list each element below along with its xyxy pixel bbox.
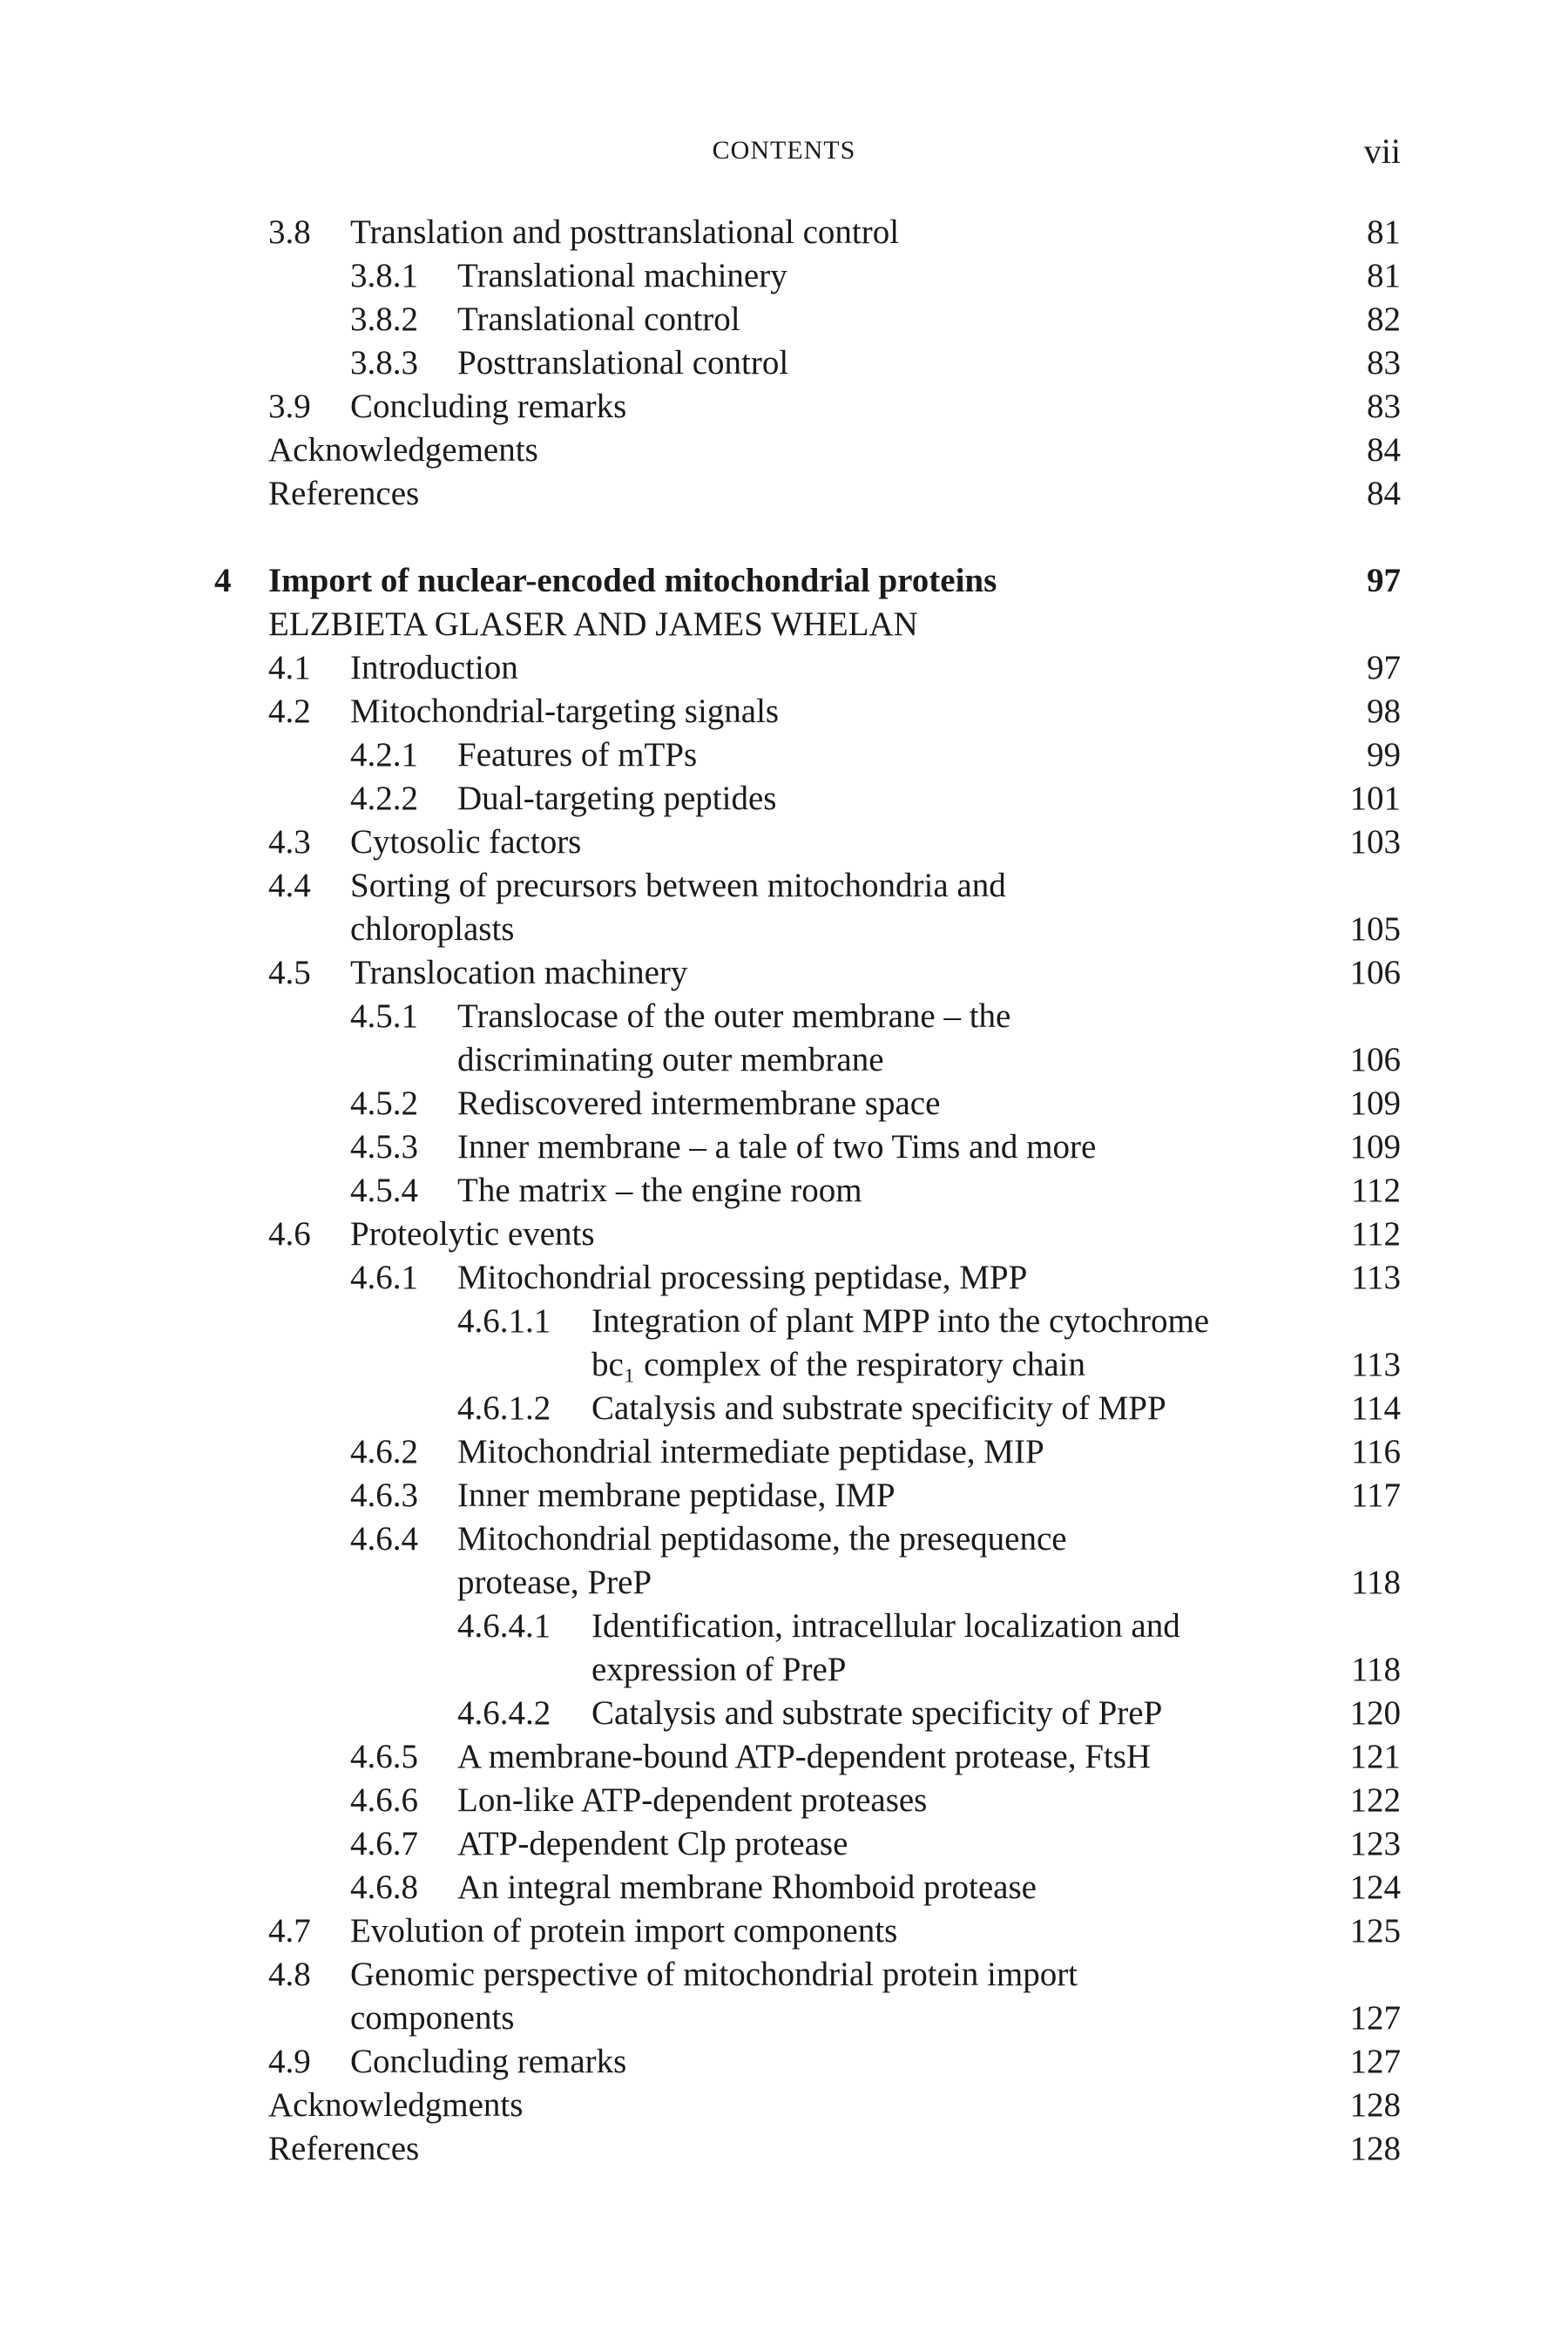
page-ref: 109 <box>1349 1085 1401 1122</box>
section-title: components <box>350 1999 515 2037</box>
page-ref: 128 <box>1349 2130 1401 2167</box>
section-title: Translational machinery <box>457 257 787 294</box>
section-number: 3.8.1 <box>350 257 418 294</box>
page-ref: 112 <box>1350 1172 1401 1209</box>
toc-entry <box>0 385 1568 429</box>
section-title: Inner membrane peptidase, IMP <box>457 1477 896 1514</box>
page-number: vii <box>1363 132 1401 171</box>
section-number: 4.9 <box>268 2043 311 2080</box>
toc-entry <box>0 1082 1568 1125</box>
section-title: Dual-targeting peptides <box>457 780 777 817</box>
toc-entry <box>0 2040 1568 2084</box>
toc-entry <box>0 646 1568 690</box>
page-ref: 109 <box>1349 1128 1401 1166</box>
section-number: 4.2.1 <box>350 736 418 774</box>
section-number: 4.5.2 <box>350 1085 418 1122</box>
section-title: Cytosolic factors <box>350 823 582 861</box>
chapter-title: Import of nuclear-encoded mitochondrial proteins <box>268 562 997 599</box>
section-title: bc₁ complex of the respiratory chain <box>591 1346 1085 1383</box>
section-number: 3.8.2 <box>350 301 418 338</box>
section-number: 3.9 <box>268 388 311 425</box>
section-title: expression of PreP <box>591 1651 847 1688</box>
toc-entry <box>0 1692 1568 1735</box>
page-ref: 124 <box>1349 1869 1401 1906</box>
page-ref: 112 <box>1350 1215 1401 1253</box>
page-ref: 106 <box>1349 1041 1401 1078</box>
section-title: chloroplasts <box>350 910 515 948</box>
section-title: Translocase of the outer membrane – the <box>457 997 1011 1035</box>
section-title: Translational control <box>457 301 740 338</box>
toc-entry-continuation <box>0 1343 1568 1387</box>
page-ref: 83 <box>1367 344 1401 382</box>
page-ref: 118 <box>1350 1564 1401 1601</box>
toc-entry <box>0 298 1568 341</box>
section-title: Mitochondrial intermediate peptidase, MIP <box>457 1433 1044 1470</box>
section-title: Acknowledgements <box>268 431 538 469</box>
toc-entry-continuation <box>0 908 1568 951</box>
section-number: 4.2 <box>268 693 311 730</box>
toc-entry <box>0 1953 1568 1997</box>
page-ref: 98 <box>1367 693 1401 730</box>
page-ref: 127 <box>1349 2043 1401 2080</box>
section-number: 4.6.1.1 <box>457 1302 551 1340</box>
section-title: Mitochondrial-targeting signals <box>350 693 780 730</box>
toc-entry <box>0 211 1568 254</box>
page-ref: 113 <box>1350 1259 1401 1296</box>
section-number: 3.8.3 <box>350 344 418 382</box>
page-ref: 101 <box>1349 780 1401 817</box>
section-number: 4.6.2 <box>350 1433 418 1470</box>
toc-entry <box>0 1735 1568 1779</box>
section-title: Identification, intracellular localization and <box>591 1607 1180 1645</box>
toc-entry <box>0 1474 1568 1517</box>
toc-entry <box>0 2084 1568 2127</box>
section-number: 4.1 <box>268 649 311 686</box>
page-ref: 125 <box>1349 1912 1401 1950</box>
section-title: ATP-dependent Clp protease <box>457 1825 848 1862</box>
toc-entry <box>0 429 1568 472</box>
section-number: 4.7 <box>268 1912 311 1950</box>
page-ref: 121 <box>1349 1738 1401 1775</box>
section-title: Lon-like ATP-dependent proteases <box>457 1781 928 1819</box>
section-title: Posttranslational control <box>457 344 789 382</box>
section-title: Acknowledgments <box>268 2086 524 2124</box>
toc-entry <box>0 951 1568 995</box>
page-ref: 122 <box>1349 1781 1401 1819</box>
chapter-authors <box>0 603 1568 646</box>
toc-entry-continuation <box>0 1038 1568 1082</box>
section-number: 4.6.4.2 <box>457 1694 551 1732</box>
page-ref: 97 <box>1367 562 1401 599</box>
section-title: Evolution of protein import components <box>350 1912 898 1950</box>
section-title: The matrix – the engine room <box>457 1172 862 1209</box>
section-number: 4.6.7 <box>350 1825 418 1862</box>
page-header <box>0 131 1568 174</box>
page-ref: 128 <box>1349 2086 1401 2124</box>
page-ref: 118 <box>1350 1651 1401 1688</box>
section-title: Translation and posttranslational control <box>350 213 900 251</box>
section-title: Proteolytic events <box>350 1215 595 1253</box>
section-number: 4.6.1 <box>350 1259 418 1296</box>
section-title: Features of mTPs <box>457 736 698 774</box>
section-title: References <box>268 475 420 512</box>
section-title: Concluding remarks <box>350 2043 627 2080</box>
page-ref: 116 <box>1350 1433 1401 1470</box>
section-number: 4.3 <box>268 823 311 861</box>
section-number: 4.6.6 <box>350 1781 418 1819</box>
section-number: 4.8 <box>268 1956 311 1993</box>
page-ref: 103 <box>1349 823 1401 861</box>
chapter-entry <box>0 559 1568 603</box>
toc-entry <box>0 1866 1568 1909</box>
section-title: discriminating outer membrane <box>457 1041 884 1078</box>
toc-entry-continuation <box>0 1561 1568 1605</box>
section-number: 4.6.4 <box>350 1520 418 1558</box>
toc-entry <box>0 1430 1568 1474</box>
toc-entry <box>0 341 1568 385</box>
section-number: 4.6.4.1 <box>457 1607 551 1645</box>
page-ref: 106 <box>1349 954 1401 991</box>
section-title: Mitochondrial peptidasome, the presequence <box>457 1520 1067 1558</box>
section-number: 4.6.5 <box>350 1738 418 1775</box>
section-title: Sorting of precursors between mitochondria and <box>350 867 1006 904</box>
page-ref: 81 <box>1367 213 1401 251</box>
toc-entry <box>0 1909 1568 1953</box>
page-ref: 99 <box>1367 736 1401 774</box>
page-ref: 114 <box>1350 1389 1401 1427</box>
toc-entry <box>0 1256 1568 1300</box>
section-number: 4.5.1 <box>350 997 418 1035</box>
section-title: An integral membrane Rhomboid protease <box>457 1869 1037 1906</box>
toc-entry <box>0 821 1568 864</box>
section-number: 4.5.4 <box>350 1172 418 1209</box>
section-title: Genomic perspective of mitochondrial protein import <box>350 1956 1078 1993</box>
section-title: Rediscovered intermembrane space <box>457 1085 941 1122</box>
section-number: 4.6 <box>268 1215 311 1253</box>
page-ref: 82 <box>1367 301 1401 338</box>
section-number: 3.8 <box>268 213 311 251</box>
page-ref: 97 <box>1367 649 1401 686</box>
toc-entry <box>0 1387 1568 1430</box>
page-ref: 83 <box>1367 388 1401 425</box>
toc-entry <box>0 1605 1568 1648</box>
page-ref: 105 <box>1349 910 1401 948</box>
section-title: protease, PreP <box>457 1564 652 1601</box>
toc-entry <box>0 1213 1568 1256</box>
toc-entry <box>0 864 1568 908</box>
page-ref: 117 <box>1350 1477 1401 1514</box>
toc-entry-continuation <box>0 1997 1568 2040</box>
toc-entry <box>0 995 1568 1038</box>
section-number: 4.6.8 <box>350 1869 418 1906</box>
section-title: Inner membrane – a tale of two Tims and more <box>457 1128 1097 1166</box>
toc-entry <box>0 1822 1568 1866</box>
page-ref: 127 <box>1349 1999 1401 2037</box>
section-title: Concluding remarks <box>350 388 627 425</box>
toc-entry <box>0 733 1568 777</box>
section-title: Integration of plant MPP into the cytochrome <box>591 1302 1210 1340</box>
page-ref: 113 <box>1350 1346 1401 1383</box>
section-title: Introduction <box>350 649 518 686</box>
section-number: 4.6.3 <box>350 1477 418 1514</box>
toc-entry <box>0 1300 1568 1343</box>
section-title: A membrane-bound ATP-dependent protease, FtsH <box>457 1738 1152 1775</box>
section-number: 4.6.1.2 <box>457 1389 551 1427</box>
page-ref: 123 <box>1349 1825 1401 1862</box>
page-ref: 84 <box>1367 475 1401 512</box>
section-title: Catalysis and substrate specificity of PreP <box>591 1694 1163 1732</box>
page-ref: 81 <box>1367 257 1401 294</box>
section-number: 4.5.3 <box>350 1128 418 1166</box>
toc-entry <box>0 1125 1568 1169</box>
section-number: 4.2.2 <box>350 780 418 817</box>
section-title: Catalysis and substrate specificity of MPP <box>591 1389 1166 1427</box>
section-number: 4.5 <box>268 954 311 991</box>
toc-entry <box>0 254 1568 298</box>
toc-entry <box>0 1779 1568 1822</box>
toc-entry <box>0 1517 1568 1561</box>
author-names: ELZBIETA GLASER AND JAMES WHELAN <box>268 605 918 643</box>
section-title: References <box>268 2130 420 2167</box>
toc-entry-continuation <box>0 1648 1568 1692</box>
running-head: CONTENTS <box>712 136 856 165</box>
toc-entry <box>0 777 1568 821</box>
chapter-number: 4 <box>214 562 232 599</box>
toc-entry <box>0 472 1568 516</box>
section-number: 4.4 <box>268 867 311 904</box>
page-ref: 120 <box>1349 1694 1401 1732</box>
page-ref: 84 <box>1367 431 1401 469</box>
toc-entry <box>0 2127 1568 2171</box>
toc-entry <box>0 690 1568 733</box>
toc-entry <box>0 1169 1568 1213</box>
section-title: Mitochondrial processing peptidase, MPP <box>457 1259 1028 1296</box>
section-title: Translocation machinery <box>350 954 688 991</box>
